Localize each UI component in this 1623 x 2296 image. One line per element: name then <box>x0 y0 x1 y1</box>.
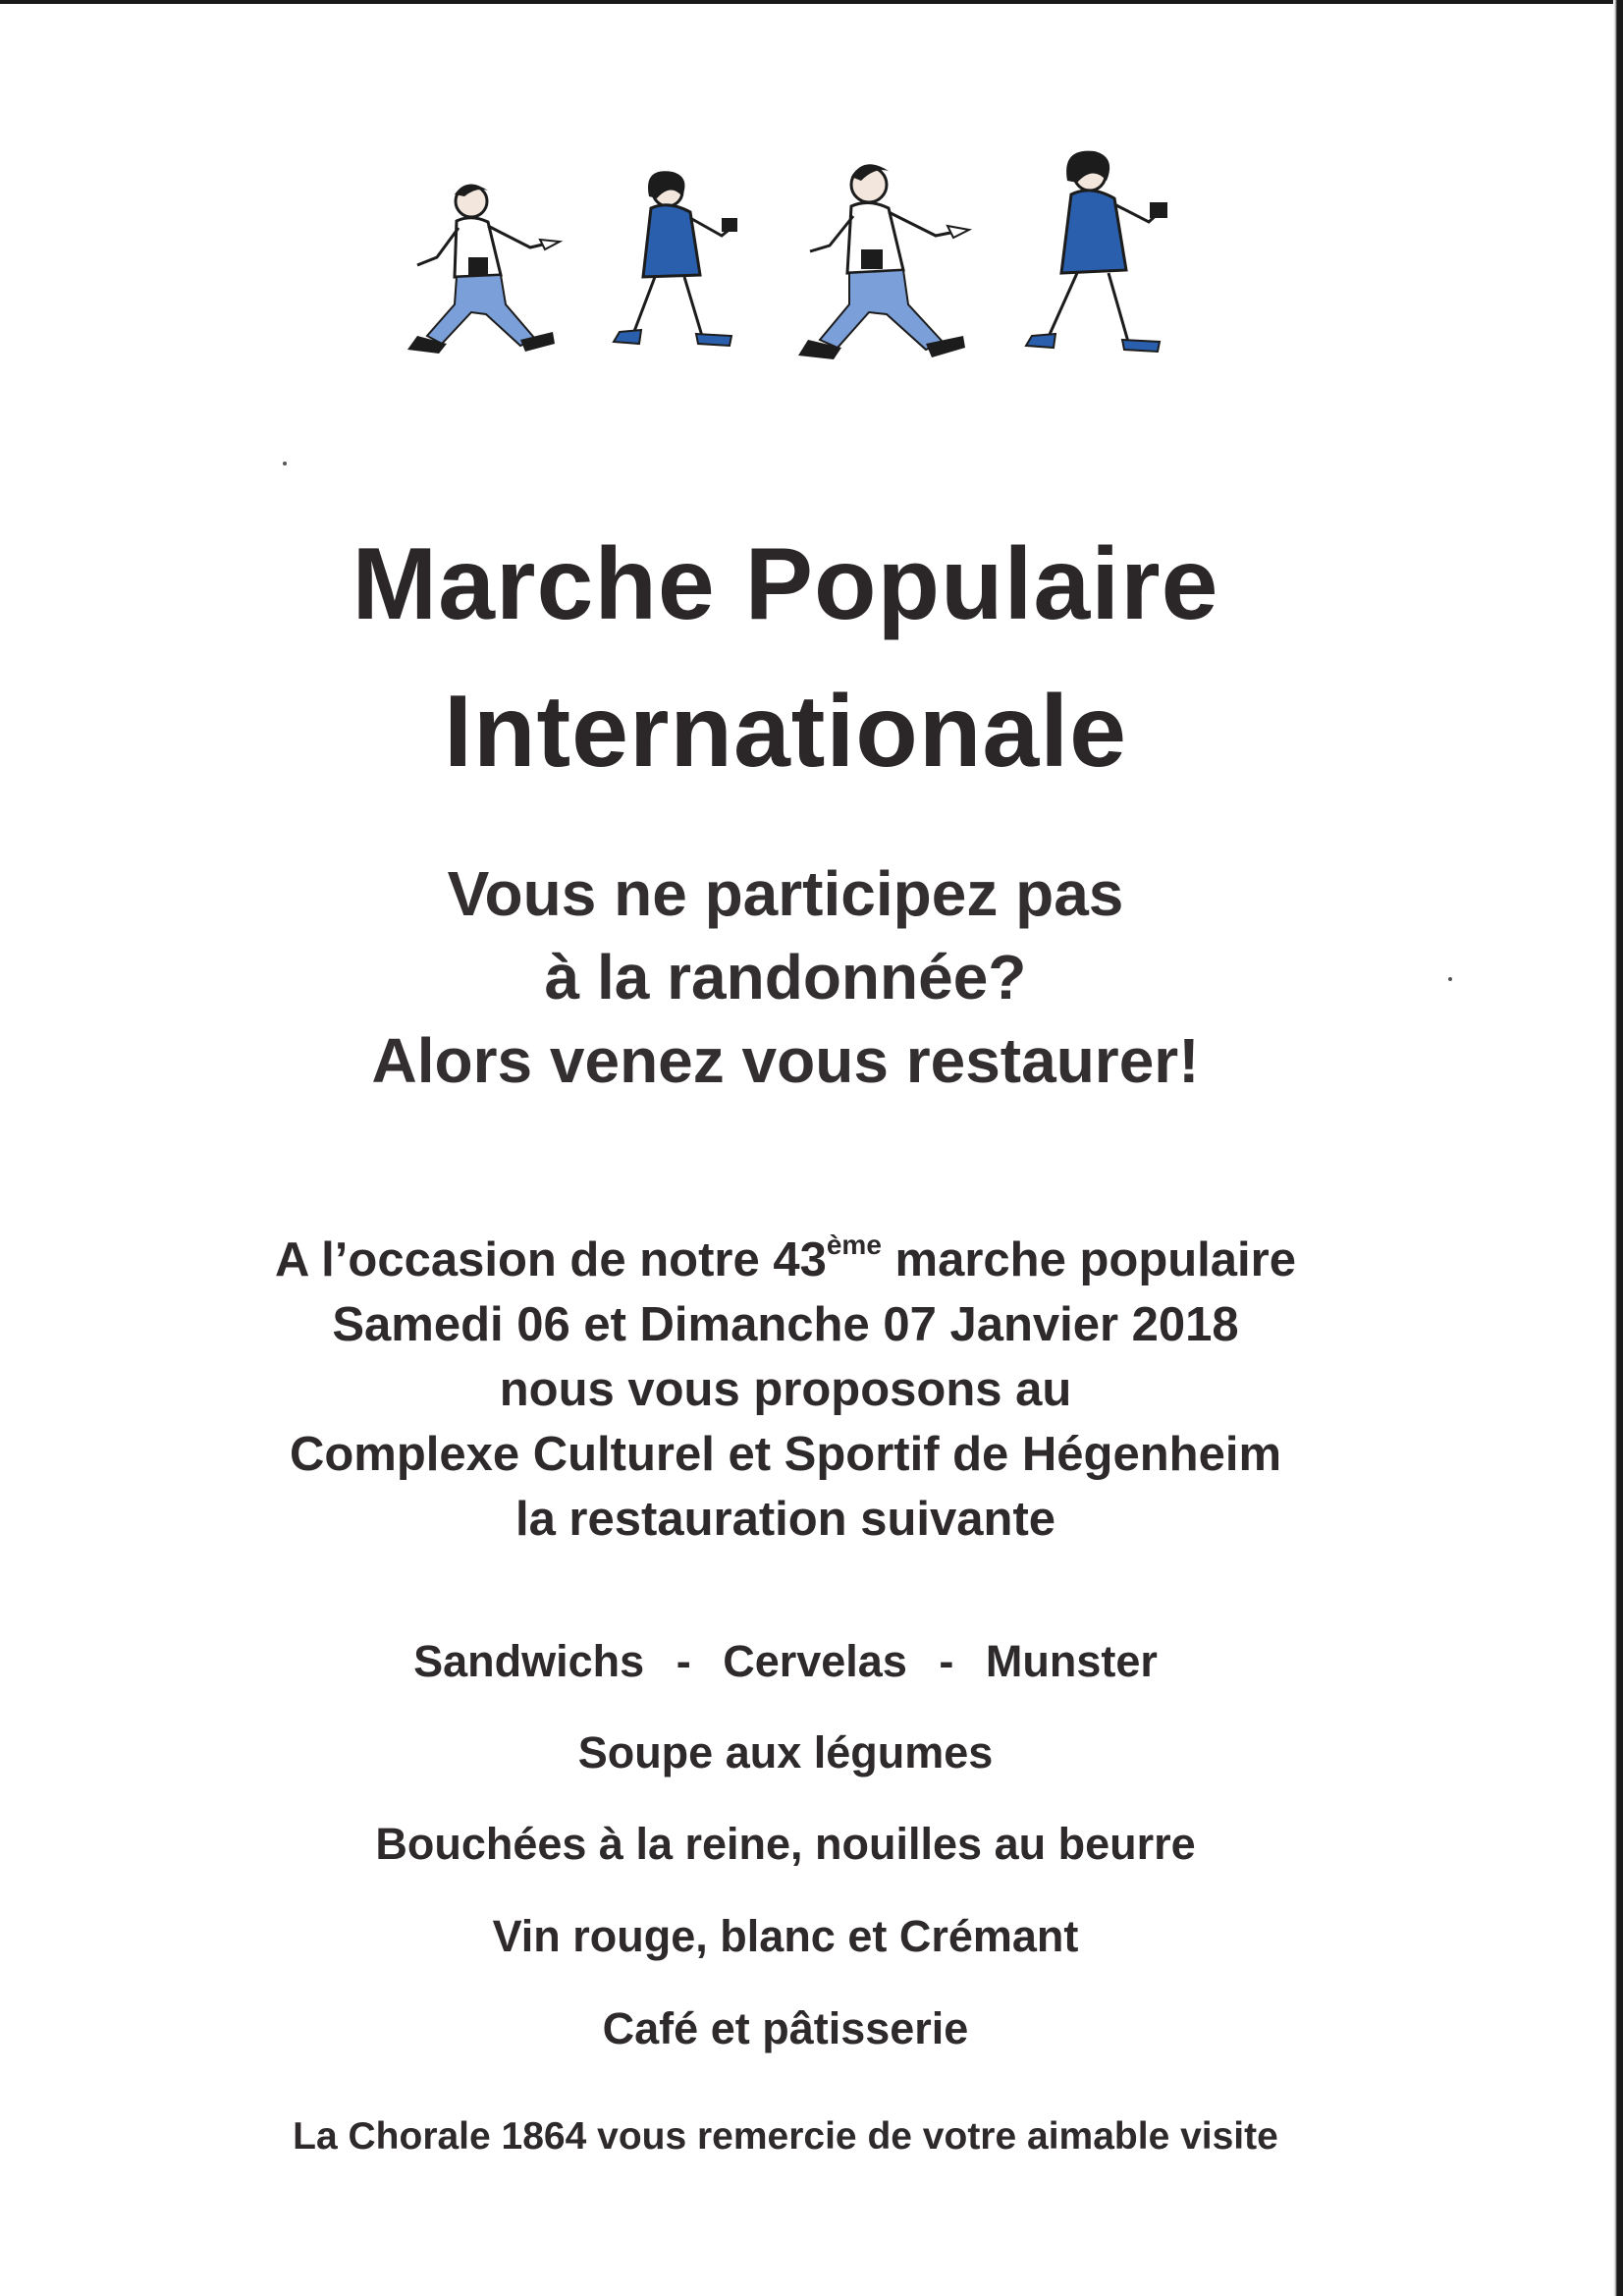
info-line: nous vous proposons au <box>499 1363 1072 1416</box>
walking-man-icon <box>798 164 969 359</box>
subtitle-line: Vous ne participez pas <box>447 858 1124 929</box>
menu-item: Café et pâtisserie <box>602 2003 969 2053</box>
walking-woman-icon <box>614 171 737 346</box>
menu-item: Soupe aux légumes <box>577 1727 994 1777</box>
info-text: marche populaire <box>881 1233 1296 1286</box>
walking-people-icon <box>378 128 1213 363</box>
flyer-subtitle <box>0 852 1571 1103</box>
menu-item: Bouchées à la reine, nouilles au beurre <box>375 1819 1196 1869</box>
flyer-title <box>0 511 1571 805</box>
info-line <box>0 1228 1571 1292</box>
scan-edge-right <box>1613 0 1623 2296</box>
subtitle-line: à la randonnée? <box>544 942 1027 1012</box>
menu-entry: Cervelas <box>723 1636 907 1686</box>
ordinal-suffix: ème <box>826 1230 882 1260</box>
menu-separator: - <box>676 1636 691 1686</box>
title-line: Marche Populaire <box>352 527 1219 641</box>
info-line: la restauration suivante <box>514 1493 1056 1546</box>
menu-item: Vin rouge, blanc et Crémant <box>492 1911 1079 1961</box>
menu-entry: Munster <box>985 1636 1158 1686</box>
walking-woman-icon <box>1026 151 1167 352</box>
info-text: A l’occasion de notre 43 <box>275 1233 827 1286</box>
subtitle-line: Alors venez vous restaurer! <box>371 1025 1200 1096</box>
event-venue: Complexe Culturel et Sportif de Hégenheim <box>289 1428 1282 1481</box>
menu-entry: Sandwichs <box>413 1636 645 1686</box>
event-dates: Samedi 06 et Dimanche 07 Janvier 2018 <box>332 1298 1239 1351</box>
scan-speck <box>283 462 287 465</box>
menu-separator: - <box>939 1636 954 1686</box>
title-line: Internationale <box>444 675 1127 789</box>
walking-man-icon <box>407 185 560 354</box>
menu-item <box>0 1632 1571 1691</box>
footer-thanks: La Chorale 1864 vous remercie de votre aimable visite <box>293 2115 1278 2158</box>
scan-edge-top <box>0 0 1623 4</box>
event-info <box>0 1228 1571 1552</box>
